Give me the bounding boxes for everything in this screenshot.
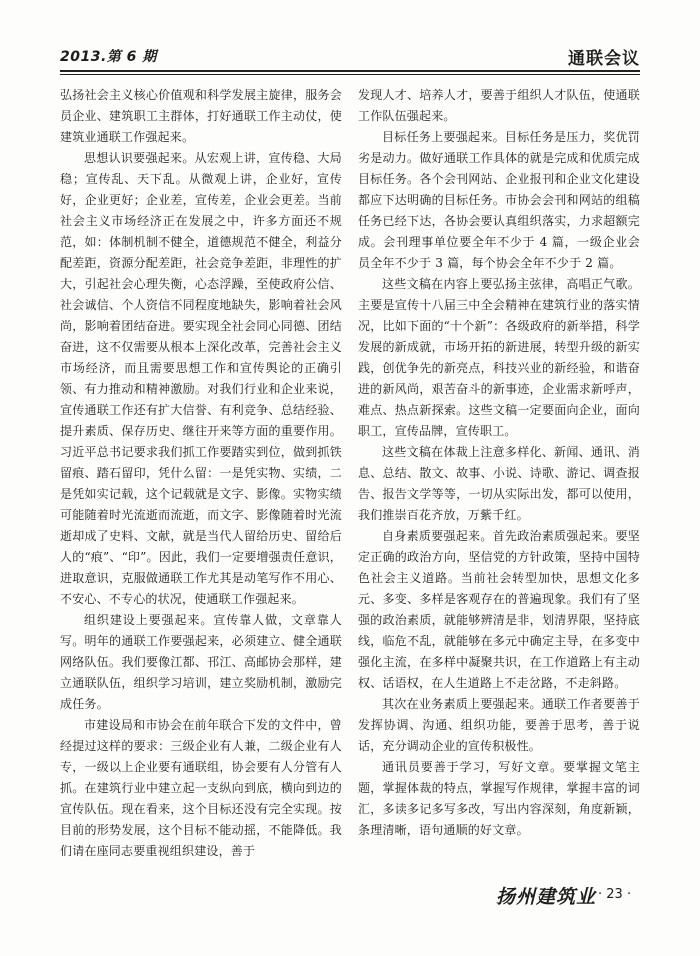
page-number: · 23 · [598, 887, 632, 902]
issue-label: 2013.第 6 期 [60, 49, 157, 65]
right-column [358, 85, 640, 885]
page-header [60, 44, 640, 70]
paragraph: 其次在业务素质上要强起来。通联工作者要善于发挥协调、沟通、组织功能，要善于思考，善于说话，充分调动企业的宣传积极性。 [358, 697, 640, 753]
paragraph: 目标任务上要强起来。目标任务是压力，奖优罚劣是动力。做好通联工作具体的就是完成和优质完成目标任务。各个会刊网站、企业报刊和企业文化建设都应下达明确的目标任务。市协会会刊和网站的组稿任务已经下达，各协会要认真组织落实，力求超额完成。会刊理事单位要全年不少于 4 篇，一级企业会员全年不少于 3 篇，每个协会全年不少于 2 篇。 [358, 130, 640, 270]
section-title: 通联会议 [568, 49, 640, 69]
paragraph: 这些文稿在体裁上注意多样化、新闻、通讯、消息、总结、散文、故事、小说、诗歌、游记、调查报告、报告文学等等，一切从实际出发，都可以使用，我们推崇百花齐放，万紫千红。 [358, 445, 640, 522]
header-rule-thin [60, 74, 640, 75]
paragraph: 发现人才、培养人才，要善于组织人才队伍，使通联工作队伍强起来。 [358, 88, 640, 123]
footer-brand-logo: 扬州建筑业 [496, 886, 597, 908]
paragraph: 思想认识要强起来。从宏观上讲，宣传稳、大局稳；宣传乱、天下乱。从微观上讲，企业好，宣传好，企业更好；企业差，宣传差，企业会更差。当前社会主义市场经济正在发展之中，许多方面还不规范，如：体制机制不健全，道德规范不健全，利益分配差距，资源分配差距，社会竞争差距，非理性的扩大，引起社会心理失衡，心态浮躁，至使政府公信、社会诚信、个人资信不同程度地缺失，影响着社会风尚，影响着团结奋进。要实现全社会同心同德、团结奋进，这不仅需要从根本上深化改革，完善社会主义市场经济，而且需要思想工作和宣传舆论的正确引领、有力推动和精神激励。对我们行业和企业来说，宣传通联工作还有扩大信誉、有利竞争、总结经验、提升素质、保存历史、继往开来等方面的重要作用。习近平总书记要求我们抓工作要踏实到位，做到抓铁留痕、踏石留印，凭什么留：一是凭实物、实绩，二是凭如实记载，这个记载就是文字、影像。实物实绩可能随着时光流逝而流逝，而文字、影像随着时光流逝却成了史料、文献，就是当代人留给历史、留给后人的“痕”、“印”。因此，我们一定要增强责任意识，进取意识，克服做通联工作尤其是动笔写作不用心、不安心、不专心的状况，使通联工作强起来。 [60, 151, 342, 606]
paragraph: 组织建设上要强起来。宣传靠人做，文章靠人写。明年的通联工作要强起来，必须建立、健全通联网络队伍。我们要像江都、邗江、高邮协会那样，建立通联队伍，组织学习培训，建立奖励机制，激励完成任务。 [60, 613, 342, 711]
header-rule-thick [60, 70, 640, 72]
paragraph: 通讯员要善于学习，写好文章。要掌握文笔主题，掌握体裁的特点，掌握写作规律，掌握丰富的词汇，多读多记多写多改，写出内容深刻，角度新颖，条理清晰，语句通顺的好文章。 [358, 760, 640, 837]
paragraph: 自身素质要强起来。首先政治素质强起来。要坚定正确的政治方向，坚信党的方针政策，坚持中国特色社会主义道路。当前社会转型加快，思想文化多元、多变、多样是客观存在的普遍现象。我们有了坚强的政治素质，就能够辨清是非，划清界限，坚持底线，临危不乱，就能够在多元中确定主导，在多变中强化主流，在多样中凝聚共识，在工作道路上有主动权、话语权，在人生道路上不走岔路，不走斜路。 [358, 529, 640, 690]
paragraph: 市建设局和市协会在前年联合下发的文件中，曾经提过这样的要求：三级企业有人兼，二级企业有人专，一级以上企业要有通联组，协会要有人分管有人抓。在建筑行业中建立起一支纵向到底，横向到边的宣传队伍。现在看来，这个目标还没有完全实现。按目前的形势发展，这个目标不能动摇，不能降低。我们请在座同志要重视组织建设，善于 [60, 718, 342, 858]
left-column [60, 85, 342, 885]
paragraph: 这些文稿在内容上要弘扬主弦律，高唱正气歌。主要是宣传十八届三中全会精神在建筑行业的落实情况，比如下面的“十个新”：各级政府的新举措，科学发展的新成就，市场开拓的新进展，转型升级的新实践，创优争先的新亮点，科技兴业的新经验，和谐奋进的新风尚，艰苦奋斗的新事迹，企业需求新呼声，难点、热点新探索。这些文稿一定要面向企业，面向职工，宣传品牌，宣传职工。 [358, 277, 640, 438]
paragraph: 弘扬社会主义核心价值观和科学发展主旋律，服务会员企业、建筑职工主群体，打好通联工作主动仗，使建筑业通联工作强起来。 [60, 88, 342, 144]
